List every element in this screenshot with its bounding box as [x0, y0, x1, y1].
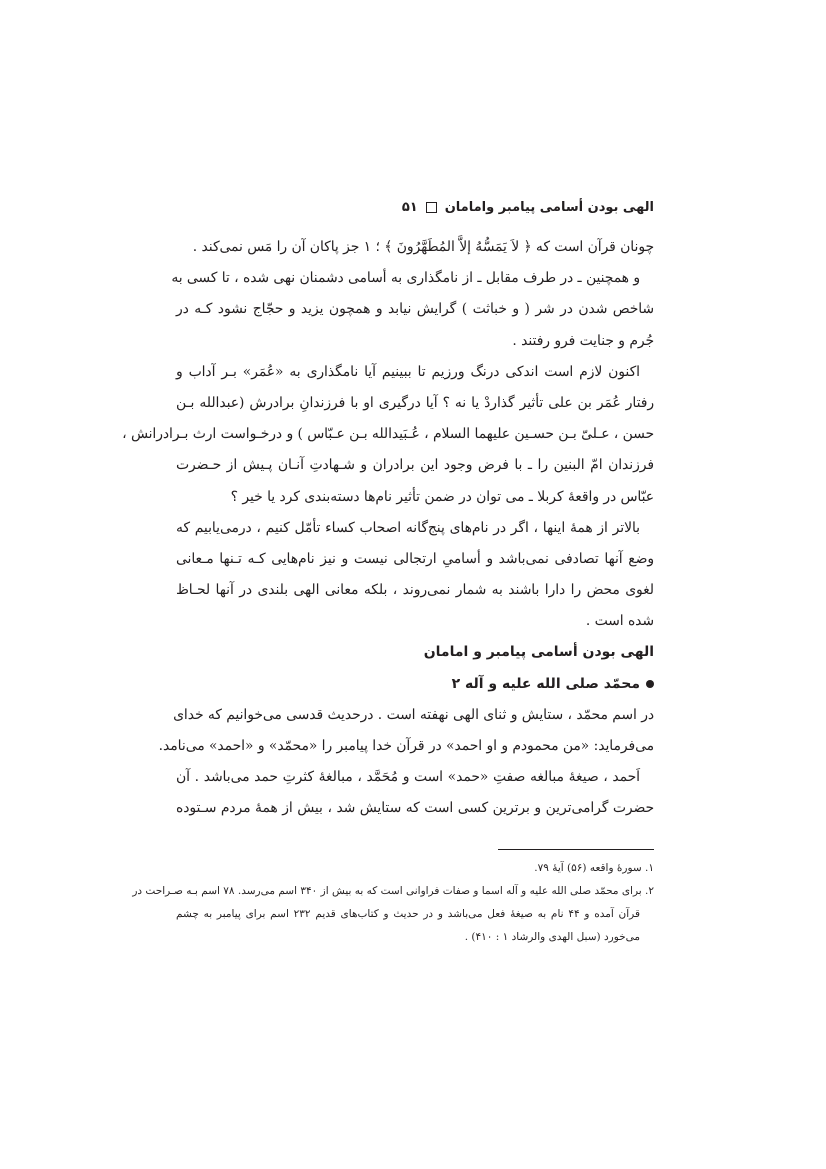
body-line: رفتار عُمَر بن علی تأثیر گذاردْ یا نه ؟ آیا درگیری او با فرزندانِ برادرش (عبدالله بـن — [176, 394, 654, 411]
footnote-2-line: ۲. برای محمّد صلی الله علیه و آله اسما و صفات فراوانی است که به بیش از ۳۴۰ اسم می‌رسد. ۷۸ اسم بـه صـراحت در — [132, 885, 654, 897]
body-line: حسن ، عـلیّ بـن حسـین علیهما السلام ، عُـبَیدالله بـن عـبّاس ) و درخـواست ارث بـرادرانش ، — [122, 426, 654, 443]
body-line: وضع آنها تصادفی نمی‌باشد و أسامیِ ارتجالی نیست و نیز نام‌هایی کـه تـنها مـعانی — [176, 550, 654, 567]
body-line: فرزندان امّ البنین را ـ با فرض وجود این برادران و شـهادتِ آنـان پـیش از حـضرت — [176, 457, 654, 474]
body-line: در اسم محمّد ، ستایش و ثنای الهی نهفته است . درحدیث قدسی می‌خوانیم که خدای — [173, 706, 654, 723]
footnote-divider — [498, 849, 654, 850]
footnote-2-line: می‌خورد (سبل الهدی والرشاد ۱ : ۴۱۰) . — [464, 931, 640, 943]
body-line: شده است . — [585, 613, 654, 630]
body-line: لغوی محض را دارا باشند به شمار نمی‌روند ، بلکه معانی الهی بلندی در آنها لحـاظ — [176, 582, 654, 599]
subheading-text: محمّد صلی الله علیه و آله ۲ — [451, 675, 640, 692]
body-line: اکنون لازم است اندکی درنگ ورزیم تا ببینیم آیا نامگذاری به «عُمَر» بـر آداب و — [176, 363, 640, 380]
footnote-1: ۱. سورهٔ واقعه (۵۶) آیهٔ ۷۹. — [534, 862, 654, 874]
body-line: عبّاس در واقعهٔ کربلا ـ می توان در ضمن تأثیر نام‌ها دسته‌بندی کرد یا خیر ؟ — [230, 488, 654, 505]
body-line: اَحمد ، صیغهٔ مبالغه صفتِ «حمد» است و مُحَمَّد ، مبالغهٔ کثرتِ حمد می‌باشد . آن — [176, 769, 640, 786]
page-number: ۵۱ — [401, 199, 418, 215]
running-header — [176, 195, 654, 219]
body-line: حضرت گرامی‌ترین و برترین کسی است که ستایش شد ، بیش از همهٔ مردم سـتوده — [176, 800, 654, 817]
body-text — [122, 232, 654, 825]
running-title: الهی بودن أسامی پیامبر وامامان — [444, 199, 654, 215]
section-heading: الهی بودن أسامی پیامبر و امامان — [423, 644, 654, 661]
footnote-2-line: قرآن آمده و ۴۴ نام به صیغهٔ فعل می‌باشد و در حدیث و کتاب‌های قدیم ۲۳۲ اسم برای پیامبر به چشم — [176, 908, 640, 920]
body-line: چونان قرآن است که ﴿ لاَ یَمَسُّهُ إلاَّ المُطَهَّرُونَ ﴾ ؛ ۱ جز پاکان آن را مَس نمی‌کند . — [192, 239, 654, 255]
body-line: بالاتر از همهٔ اینها ، اگر در نام‌های پنج‌گانه اصحاب کساء تأمّل کنیم ، درمی‌یابیم که — [176, 519, 640, 536]
square-ornament-icon — [426, 202, 437, 213]
body-line: شاخص شدن در شر ( و خباثت ) گرایش نیابد و همچون یزید و حجّاج نشود کـه در — [176, 301, 654, 318]
subheading — [176, 669, 654, 700]
bullet-icon — [646, 680, 654, 688]
body-line: و همچنین ـ در طرف مقابل ـ از نامگذاری به أسامی دشمنان نهی شده ، تا کسی به — [171, 270, 640, 287]
body-line: جُرم و جنایت فرو رفتند . — [512, 332, 654, 349]
footnotes — [132, 857, 654, 949]
body-line: می‌فرماید: «من محمودم و او احمد» در قرآن خدا پیامبر را «محمّد» و «احمد» می‌نامد. — [158, 738, 654, 754]
